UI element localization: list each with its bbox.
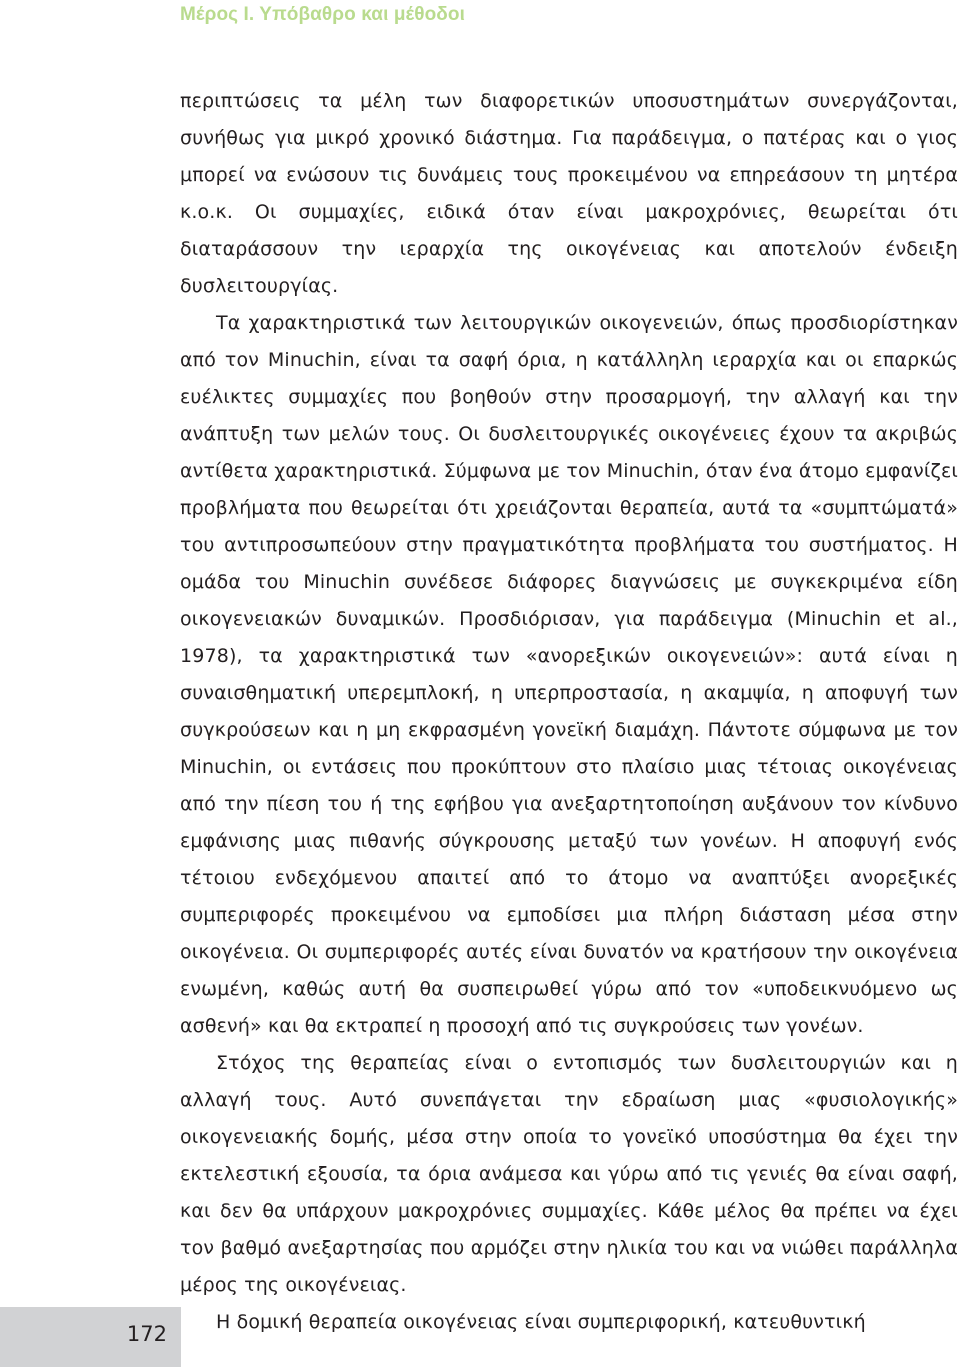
page-number: 172: [126, 1322, 167, 1346]
paragraph: περιπτώσεις τα μέλη των διαφορετικών υποσυστημάτων συνεργάζονται, συνήθως για μικρό χρονικό διάστημα. Για παράδειγμα, ο πατέρας και ο γιος μπορεί να ενώσουν τις δυνάμεις τους προκειμένου να επηρεάσουν τη μητέρα κ.ο.κ. Οι συμμαχίες, ειδικά όταν είναι μακροχρόνιες, θεωρείται ότι διαταράσσουν την ιεραρχία της οικογένειας και αποτελούν ένδειξη δυσλειτουργίας.: [180, 90, 958, 297]
paragraph: Τα χαρακτηριστικά των λειτουργικών οικογενειών, όπως προσδιορίστηκαν από τον Minuchin, είναι τα σαφή όρια, η κατάλληλη ιεραρχία και οι επαρκώς ευέλικτες συμμαχίες που βοηθούν στην προσαρμογή, την αλλαγή και την ανάπτυξη των μελών τους. Οι δυσλειτουργικές οικογένειες έχουν τα ακριβώς αντίθετα χαρακτηριστικά. Σύμφωνα με τον Minuchin, όταν ένα άτομο εμφανίζει προβλήματα που θεωρείται ότι χρειάζονται θεραπεία, αυτά τα «συμπτώματά» του αντιπροσωπεύουν στην πραγματικότητα προβλήματα του συστήματος. Η ομάδα του Minuchin συνέδεσε διάφορες διαγνώσεις με συγκεκριμένα είδη οικογενειακών δυναμικών. Προσδιόρισαν, για παράδειγμα (Minuchin et al., 1978), τα χαρακτηριστικά των «ανορεξικών οικογενειών»: αυτά είναι η συναισθηματική υπερεμπλοκή, η υπερπροστασία, η ακαμψία, η αποφυγή των συγκρούσεων και η μη εκφρασμένη γονεϊκή διαμάχη. Πάντοτε σύμφωνα με τον Minuchin, οι εντάσεις που προκύπτουν στο πλαίσιο μιας τέτοιας οικογένειας από την πίεση του ή της εφήβου για ανεξαρτητοποίηση αυξάνουν τον κίνδυνο εμφάνισης μιας πιθανής σύγκρουσης μεταξύ των γονέων. Η αποφυγή ενός τέτοιου ενδεχόμενου απαιτεί από το άτομο να αναπτύξει ανορεξικές συμπεριφορές προκειμένου να εμποδίσει μια πλήρη διάσταση μέσα στην οικογένεια. Οι συμπεριφορές αυτές είναι δυνατόν να κρατήσουν την οικογένεια ενωμένη, καθώς αυτή θα συσπειρωθεί γύρω από τον «υποδεικνυόμενο ως ασθενή» και θα εκτραπεί η προσοχή από τις συγκρούσεις των γονέων.: [180, 312, 958, 1037]
paragraph: Στόχος της θεραπείας είναι ο εντοπισμός των δυσλειτουργιών και η αλλαγή τους. Αυτό συνεπάγεται την εδραίωση μιας «φυσιολογικής» οικογενειακής δομής, μέσα στην οποία το γονεϊκό υποσύστημα θα έχει την εκτελεστική εξουσία, τα όρια ανάμεσα και γύρω από τις γενιές θα είναι σαφή, και δεν θα υπάρχουν μακροχρόνιες συμμαχίες. Κάθε μέλος θα πρέπει να έχει τον βαθμό ανεξαρτησίας που αρμόζει στην ηλικία του και να νιώθει παράλληλα μέρος της οικογένειας.: [180, 1052, 958, 1296]
body-text: [180, 83, 958, 1341]
running-header: Μέρος Ι. Υπόβαθρο και μέθοδοι: [180, 4, 466, 25]
page-number-tab: [0, 1307, 181, 1367]
paragraph: Η δομική θεραπεία οικογένειας είναι συμπεριφορική, κατευθυντική: [216, 1311, 866, 1333]
